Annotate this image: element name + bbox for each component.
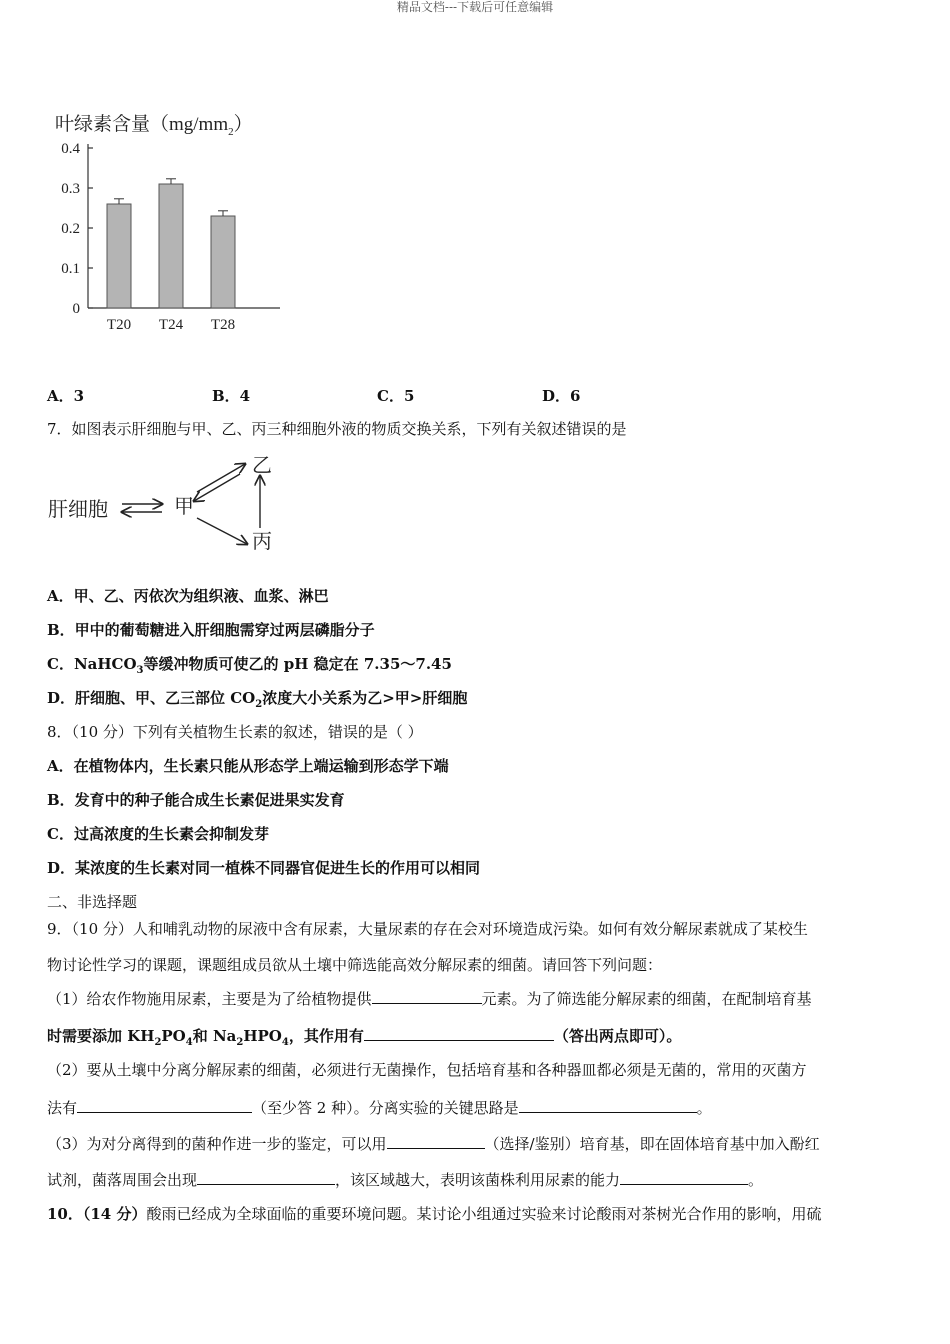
q8-option-d: D．某浓度的生长素对同一植株不同器官促进生长的作用可以相同 [47,859,481,877]
q7-option-c: C．NaHCO$_3$等缓冲物质可使乙的 pH 稳定在 7.35～7.45 [47,655,452,676]
q7-option-b: B．甲中的葡萄糖进入肝细胞需穿过两层磷脂分子 [47,621,375,639]
answer-blank-5[interactable] [387,1133,485,1149]
q6-option-a: A．3 [47,387,85,405]
q9-line-6: 法有 （至少答 2 种）。分离实验的关键思路是 。 [47,1099,712,1117]
arrow-yi-to-jia [194,474,240,501]
q6-option-d: D．6 [542,387,581,405]
q9-line-1: 9．（10 分）人和哺乳动物的尿液中含有尿素，大量尿素的存在会对环境造成污染。如何有效分解尿素就成了某校生 [47,920,808,938]
q10-line-1: 10．（14 分）酸雨已经成为全球面临的重要环境问题。某讨论小组通过实验来讨论酸雨对茶树光合作用的影响，用硫 [47,1205,822,1223]
q6-option-c: C．5 [377,387,415,405]
q9-line-3: （1）给农作物施用尿素，主要是为了给植物提供 元素。为了筛选能分解尿素的细菌，在配制培育基 [47,990,812,1008]
liver-cell-label: 肝细胞 [48,499,108,521]
bar-t20 [107,204,131,308]
q7-stem: 7．如图表示肝细胞与甲、乙、丙三种细胞外液的物质交换关系，下列有关叙述错误的是 [47,420,627,438]
answer-blank-3[interactable] [77,1097,252,1113]
q7-option-a: A．甲、乙、丙依次为组织液、血浆、淋巴 [47,587,329,605]
chlorophyll-bar-chart [40,100,300,345]
answer-blank-1[interactable] [372,988,482,1004]
y-tick-label: 0.4 [61,141,80,157]
yi-label: 乙 [252,455,272,477]
jia-label: 甲 [174,496,194,518]
q7-option-d: D．肝细胞、甲、乙三部位 $CO_2$浓度大小关系为乙>甲>肝细胞 [47,689,468,710]
svg-text:叶绿素含量（mg/mm2）: 叶绿素含量$(mg/mm_2)$ [55,114,253,138]
arrow-jia-to-bing [197,518,247,544]
section-heading: 二、非选择题 [47,893,138,911]
q9-line-7: （3）为对分离得到的菌种作进一步的鉴定，可以用 （选择/鉴别）培育基，即在固体培育基中加入酚红 [47,1135,820,1153]
bar-t28 [211,216,235,308]
arrow-jia-to-yi [197,464,245,492]
y-tick-label: 0.1 [61,261,80,277]
q9-line-4: 时需要添加 $KH_2PO_4$和 $Na_2HPO_4$，其作用有 （答出两点即可）。 [47,1027,682,1048]
q8-option-c: C．过高浓度的生长素会抑制发芽 [47,825,269,843]
q6-option-b: B．4 [212,387,251,405]
answer-blank-2[interactable] [364,1025,554,1041]
x-category-label: T20 [106,317,132,333]
y-axis-title [55,113,253,138]
y-tick-label: 0.2 [61,221,80,237]
bar-t24 [159,184,183,308]
y-tick-label: 0 [72,301,80,317]
answer-blank-7[interactable] [620,1169,748,1185]
y-tick-label: 0.3 [61,181,80,197]
q8-option-b: B．发育中的种子能合成生长素促进果实发育 [47,791,345,809]
q8-option-a: A．在植物体内，生长素只能从形态学上端运输到形态学下端 [47,757,449,775]
q9-line-5: （2）要从土壤中分离分解尿素的细菌，必须进行无菌操作，包括培育基和各种器皿都必须是无菌的，常用的灭菌方 [47,1061,807,1079]
q8-stem: 8．（10 分）下列有关植物生长素的叙述，错误的是（ ） [47,723,423,741]
page-header: 精品文档---下载后可任意编辑 [396,0,554,14]
q9-line-8: 试剂，菌落周围会出现 ，该区域越大，表明该菌株利用尿素的能力 。 [47,1171,764,1189]
q9-line-2: 物讨论性学习的课题，课题组成员欲从土壤中筛选能高效分解尿素的细菌。请回答下列问题： [47,956,663,974]
bing-label: 丙 [252,531,272,553]
x-category-label: T28 [210,317,236,333]
answer-blank-4[interactable] [519,1097,697,1113]
fluid-exchange-diagram [40,450,290,560]
x-category-label: T24 [158,317,184,333]
answer-blank-6[interactable] [197,1169,335,1185]
